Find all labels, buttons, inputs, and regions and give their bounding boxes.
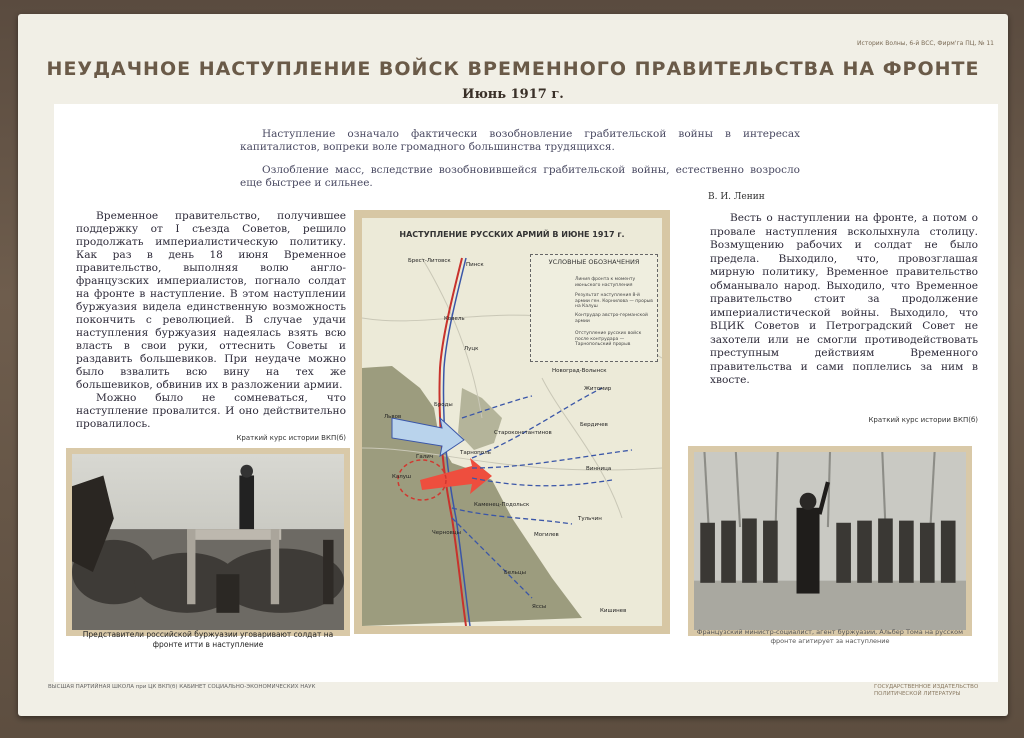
city-lvov: Львов [384,414,402,420]
map-title: НАСТУПЛЕНИЕ РУССКИХ АРМИЙ В ИЮНЕ 1917 г. [399,230,625,239]
map-frame [354,210,670,634]
caption-right: Французский министр-социалист, агент буржуазии, Альбер Тома на русском фронте агитирует за наступление [696,628,964,645]
legend-title: УСЛОВНЫЕ ОБОЗНАЧЕНИЯ [548,258,640,266]
left-source: Краткий курс истории ВКП(б) [236,434,346,442]
city-kalush: Калуш [392,474,412,480]
caption-left: Представители российской буржуазии уговаривают солдат на фронте итти в наступление [82,630,334,649]
city-kishinev: Кишинев [600,608,627,614]
city-galich: Галич [416,454,434,460]
photo-frame-right [688,446,972,636]
map-legend [530,254,658,362]
photo-frame-left [66,448,350,636]
city-brest: Брест-Литовск [408,258,451,264]
lenin-quote [240,128,800,200]
left-paragraph-2: Можно было не сомневаться, что наступление провалится. И оно действительно провалилось. [76,392,346,430]
quote-paragraph-2: Озлобление масс, вследствие возобновившейся грабительской войны, естественно возросло еще быстрее и сильнее. [240,164,800,189]
right-paragraph-1: Весть о наступлении на фронте, а потом о провале наступления всколыхнула столицу. Возмущению рабочих и солдат не было предела. Выходило, что, провозглашая мирную политику, Временное правительство обманывало народ. Выходило, что Временное правительство стоит за продолжение империалистической войны. Выходило, что ВЦИК Советов и Петроградский Совет не захотели или не смогли противодействовать преступным действиям Временного правительства и сами поплелись за ним в хвосте. [710,212,978,386]
footer-publisher-left: ВЫСШАЯ ПАРТИЙНАЯ ШКОЛА при ЦК ВКП(б) КАБИНЕТ СОЦИАЛЬНО-ЭКОНОМИЧЕСКИХ НАУК [48,684,316,690]
left-paragraph-1: Временное правительство, получившее поддержку от I съезда Советов, решило продолжать империалистическую политику. Как раз в день 18 июня Временное правительство, выполняя волю англо-французских империалистов, погнало солдат на фронте в наступление. В этом наступлении буржуазия видела единственную возможность покончить с революцией. В случае удачи наступления буржуазия надеялась взять всю власть в свои руки, оттеснить Советы и раздавить большевиков. При неудаче можно было взвалить всю вину на тех же большевиков, обвинив их в разложении армии. [76,210,346,391]
right-text-block [710,212,978,388]
city-tulchin: Тульчин [578,516,602,522]
city-beltsy: Бельцы [504,570,526,576]
reference-note: Историк Волны, 6-й ВСС, Фирм'га ПЦ, № 11 [857,40,994,47]
legend-retreat: Отступление русских войск после контрудара — Тарнопольский прорыв [575,331,642,347]
map [362,218,662,626]
city-kovel: Ковель [444,316,465,322]
poster-title: НЕУДАЧНОЕ НАСТУПЛЕНИЕ ВОЙСК ВРЕМЕННОГО ПРАВИТЕЛЬСТВА НА ФРОНТЕ [46,58,980,80]
occupied-zone [458,388,502,450]
city-starokonstantinov: Староконстантинов [494,430,552,436]
city-pinsk: Пинск [466,262,484,268]
poster-sheet [18,14,1008,716]
city-mogilev: Могилев [534,532,559,538]
photo-albert-thomas [694,452,966,630]
footer-publisher-right: ГОСУДАРСТВЕННОЕ ИЗДАТЕЛЬСТВО ПОЛИТИЧЕСКОЙ ЛИТЕРАТУРЫ [874,684,979,697]
city-vinnitsa: Винница [586,466,612,472]
quote-author: В. И. Ленин [708,192,765,202]
city-zhitomir: Житомир [584,386,612,392]
legend-counterattack: Контрудар австро-германской армии [575,313,648,324]
city-chernovtsy: Черновцы [432,530,461,536]
city-lutsk: Луцк [464,346,479,352]
city-yassy: Яссы [532,604,547,610]
right-source: Краткий курс истории ВКП(б) [868,416,978,424]
city-brody: Броды [434,402,453,408]
photo-soldiers-rally [72,454,344,630]
city-novograd-volynsk: Новоград-Волынск [552,368,607,374]
legend-front-line: Линия фронта к моменту июньского наступления [575,277,636,288]
poster-subtitle: Июнь 1917 г. [462,87,564,102]
quote-paragraph-1: Наступление означало фактически возобновление грабительской войны в интересах капиталистов, вопреки воле громадного большинства трудящихся. [240,128,800,153]
city-berdichev: Бердичев [580,422,608,428]
city-kamenets-podolsk: Каменец-Подольск [474,502,530,508]
left-text-block [76,210,346,431]
city-tarnopol: Тарнополь [460,450,491,456]
legend-kornilov-breakthrough: Результат наступления 8-й армии ген. Корнилова — прорыв на Калуш [575,293,653,309]
